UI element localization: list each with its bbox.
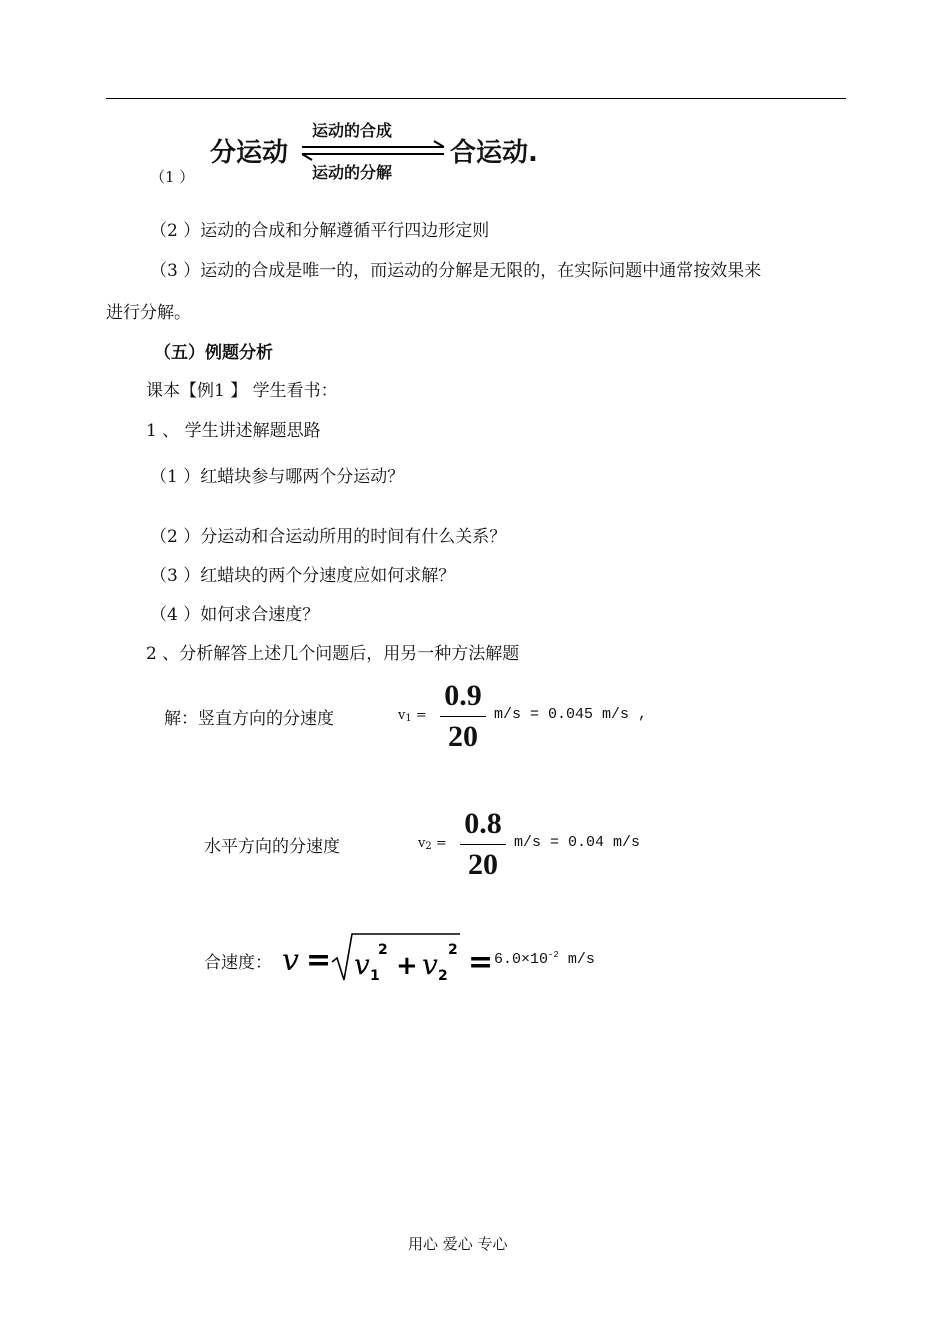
question-1: （1 ）红蜡块参与哪两个分运动？ — [150, 467, 405, 487]
item-3-line-2: 进行分解。 — [106, 303, 191, 323]
diagram-right-text: 合运动. — [450, 138, 538, 168]
horizontal-velocity-label: 水平方向的分速度 — [204, 837, 340, 857]
item-3-line-1: （3 ）运动的合成是唯一的，而运动的分解是无限的，在实际问题中通常按效果来 — [150, 261, 762, 281]
double-arrow-icon — [298, 140, 448, 162]
section-title: （五）例题分析 — [154, 343, 273, 363]
v1-fraction — [440, 680, 486, 753]
item-1: （1 ） — [150, 168, 195, 186]
svg-text:2: 2 — [438, 968, 448, 984]
diagram-left-text: 分运动 — [210, 138, 289, 168]
question-3: （3 ）红蜡块的两个分速度应如何求解？ — [150, 566, 456, 586]
svg-text:2: 2 — [378, 942, 388, 958]
diagram-top-label: 运动的合成 — [312, 121, 393, 140]
v2-result: m/s = 0.04 m/s — [514, 834, 641, 851]
step-1: 1 、 学生讲述解题思路 — [146, 421, 321, 441]
total-velocity-result: $6.0\times 10^{-2}$ m/s — [494, 950, 595, 968]
step-2: 2 、分析解答上述几个问题后，用另一种方法解题 — [146, 644, 520, 664]
vertical-velocity-label: 解：竖直方向的分速度 — [164, 709, 334, 729]
question-2: （2 ）分运动和合运动所用的时间有什么关系？ — [150, 527, 507, 547]
total-velocity-label: 合速度： — [204, 953, 272, 973]
v1-denominator: 20 — [448, 720, 478, 753]
header-rule — [106, 98, 846, 99]
example-intro: 课本【例1 】 学生看书： — [146, 381, 338, 401]
svg-text:v: v — [422, 948, 438, 981]
svg-text:2: 2 — [448, 942, 458, 958]
question-4: （4 ）如何求合速度？ — [150, 605, 320, 625]
page-footer: 用心 爱心 专心 — [408, 1235, 508, 1253]
svg-text:=: = — [468, 945, 494, 980]
v2-fraction — [460, 808, 506, 881]
item-2: （2 ）运动的合成和分解遵循平行四边形定则 — [150, 221, 490, 241]
svg-text:+: + — [396, 951, 418, 981]
svg-text:=: = — [306, 943, 332, 978]
svg-text:v: v — [282, 943, 299, 978]
resultant-velocity-formula — [280, 928, 500, 988]
v1-result: m/s = 0.045 m/s , — [494, 706, 648, 723]
motion-diagram — [210, 118, 570, 184]
v1-numerator: 0.9 — [444, 679, 482, 712]
svg-text:1: 1 — [370, 968, 380, 984]
svg-text:v: v — [354, 948, 370, 981]
diagram-bottom-label: 运动的分解 — [312, 163, 393, 182]
v2-symbol: $v_2$ = — [418, 836, 447, 852]
v2-numerator: 0.8 — [464, 807, 502, 840]
v2-denominator: 20 — [468, 848, 498, 881]
v1-symbol: $v_1$ = — [398, 708, 427, 724]
